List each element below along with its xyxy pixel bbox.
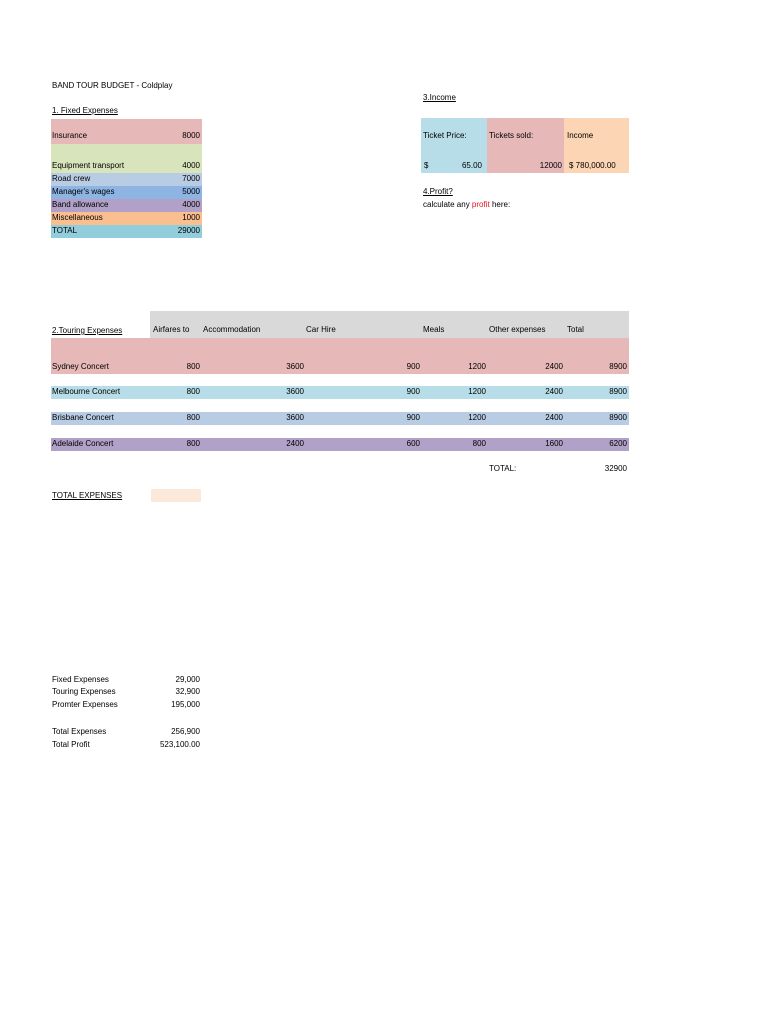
fixed-value: 5000 xyxy=(182,187,200,196)
touring-cell: 6200 xyxy=(609,439,627,448)
total-expenses-cell[interactable] xyxy=(151,489,201,502)
summary-label: Fixed Expenses xyxy=(52,675,109,684)
fixed-label: Manager's wages xyxy=(52,187,115,196)
touring-total-value: 32900 xyxy=(604,464,627,473)
col-header-total: Total xyxy=(567,325,584,334)
touring-cell: 8900 xyxy=(609,362,627,371)
summary-value: 523,100.00 xyxy=(159,740,200,749)
touring-row-label: Brisbane Concert xyxy=(52,413,114,422)
fixed-label: Insurance xyxy=(52,131,88,140)
fixed-value: 4000 xyxy=(182,161,200,170)
summary-value: 195,000 xyxy=(171,700,200,709)
total-expenses-heading: TOTAL EXPENSES xyxy=(52,491,123,500)
col-header-meals: Meals xyxy=(423,325,445,334)
income-label: Income xyxy=(567,131,594,140)
touring-row-label: Melbourne Concert xyxy=(52,387,121,396)
profit-highlight: profit xyxy=(471,200,490,209)
profit-text-before: calculate any xyxy=(423,200,472,209)
touring-expenses-heading: 2.Touring Expenses xyxy=(52,326,123,335)
fixed-value: 29000 xyxy=(177,226,200,235)
fixed-value: 1000 xyxy=(182,213,200,222)
tickets-sold-label: Tickets sold: xyxy=(489,131,534,140)
touring-cell: 900 xyxy=(406,413,420,422)
touring-cell: 800 xyxy=(186,362,200,371)
touring-cell: 600 xyxy=(406,439,420,448)
fixed-value: 8000 xyxy=(182,131,200,140)
summary-value: 29,000 xyxy=(175,675,200,684)
page-title: BAND TOUR BUDGET - Coldplay xyxy=(52,81,173,90)
profit-text-after: here: xyxy=(489,200,511,209)
summary-label: Total Profit xyxy=(52,740,90,749)
touring-cell: 2400 xyxy=(545,362,563,371)
touring-cell: 800 xyxy=(472,439,486,448)
ticket-price-value: 65.00 xyxy=(461,161,482,170)
touring-cell: 900 xyxy=(406,362,420,371)
summary-label: Total Expenses xyxy=(52,727,107,736)
profit-heading: 4.Profit? xyxy=(423,187,453,196)
touring-cell: 2400 xyxy=(286,439,304,448)
touring-cell: 3600 xyxy=(286,413,304,422)
touring-cell: 8900 xyxy=(609,387,627,396)
fixed-label: Road crew xyxy=(52,174,91,183)
touring-cell: 2400 xyxy=(545,413,563,422)
col-header-car-hire: Car Hire xyxy=(306,325,336,334)
fixed-value: 4000 xyxy=(182,200,200,209)
summary-label: Promter Expenses xyxy=(52,700,118,709)
col-header-airfares: Airfares to xyxy=(153,325,190,334)
col-header-accommodation: Accommodation xyxy=(203,325,261,334)
fixed-expenses-heading: 1. Fixed Expenses xyxy=(52,106,118,115)
touring-cell: 900 xyxy=(406,387,420,396)
touring-cell: 800 xyxy=(186,387,200,396)
tickets-sold-value: 12000 xyxy=(539,161,562,170)
col-header-other: Other expenses xyxy=(489,325,546,334)
ticket-price-label: Ticket Price: xyxy=(423,131,467,140)
touring-cell: 1200 xyxy=(468,387,486,396)
fixed-label: Band allowance xyxy=(52,200,109,209)
income-heading: 3.Income xyxy=(423,93,456,102)
touring-cell: 8900 xyxy=(609,413,627,422)
touring-cell: 1600 xyxy=(545,439,563,448)
touring-row-label: Adelaide Concert xyxy=(52,439,114,448)
summary-label: Touring Expenses xyxy=(52,687,116,696)
touring-cell: 3600 xyxy=(286,362,304,371)
touring-cell: 1200 xyxy=(468,413,486,422)
touring-row-label: Sydney Concert xyxy=(52,362,109,371)
fixed-value: 7000 xyxy=(182,174,200,183)
profit-instruction xyxy=(423,200,510,209)
touring-cell: 800 xyxy=(186,439,200,448)
touring-cell: 2400 xyxy=(545,387,563,396)
touring-cell: 3600 xyxy=(286,387,304,396)
touring-cell: 800 xyxy=(186,413,200,422)
fixed-label: Miscellaneous xyxy=(52,213,103,222)
ticket-price-currency: $ xyxy=(424,161,429,170)
income-value: $ 780,000.00 xyxy=(569,161,616,170)
fixed-label: Equipment transport xyxy=(52,161,125,170)
fixed-label: TOTAL xyxy=(52,226,78,235)
touring-total-label: TOTAL: xyxy=(489,464,517,473)
summary-value: 256,900 xyxy=(171,727,200,736)
touring-cell: 1200 xyxy=(468,362,486,371)
summary-value: 32,900 xyxy=(175,687,200,696)
